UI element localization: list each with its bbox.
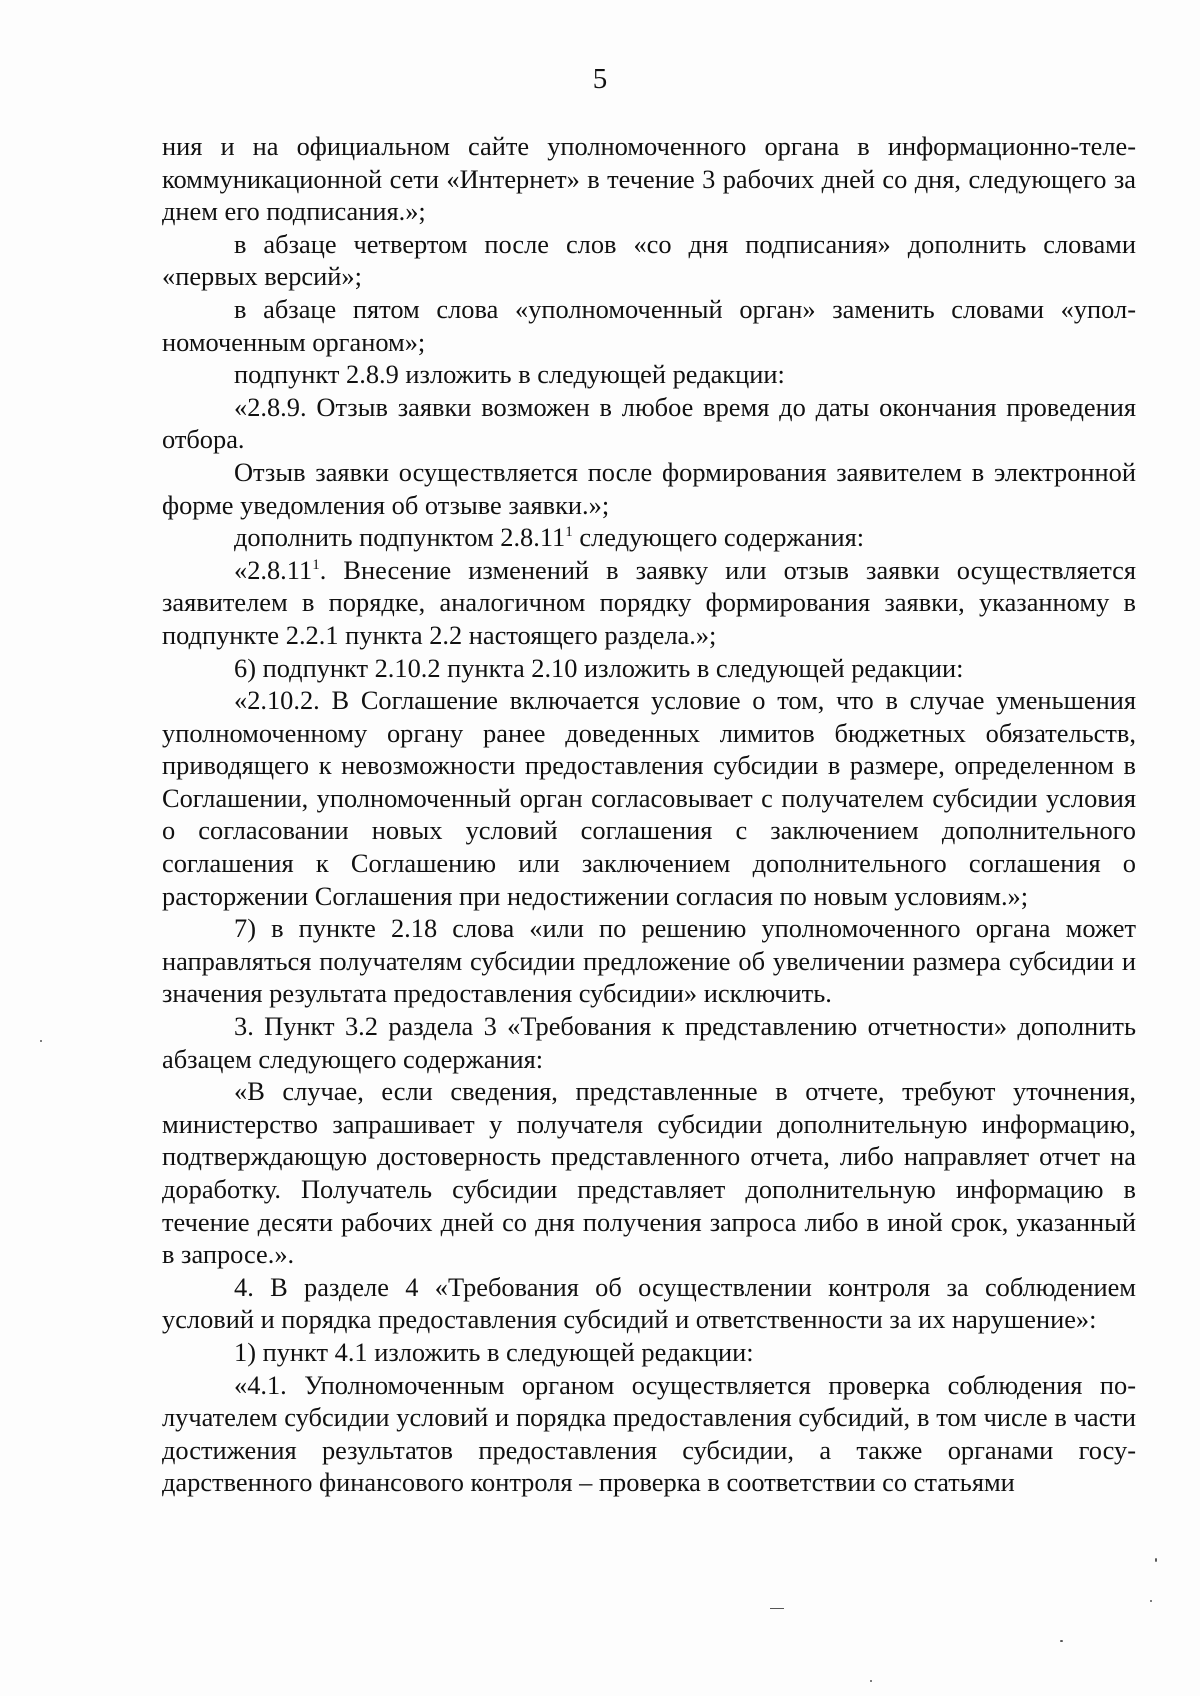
paragraph: 6) подпункт 2.10.2 пункта 2.10 изложить в следующей редакции: (234, 652, 964, 683)
paragraph: Отзыв заявки осуществляется после формирования заявителем в электронной форме уведомления об отзыве заявки.»; (162, 456, 1136, 520)
paragraph: «В случае, если сведения, представленные в отчете, требуют уточнения, министерство запрашивает у получателя субсидии дополнительную информацию, подтверждающую достоверность представленного отчета, либо направляет отчет на доработку. Получатель субсидии представляет дополнительную информацию в течение десяти рабочих дней со дня получения запроса либо в иной срок, указанный в запросе.». (162, 1076, 1136, 1270)
paragraph (162, 554, 1136, 652)
scan-speck (870, 1680, 872, 1682)
scan-speck (1150, 1600, 1152, 1602)
paragraph: 4. В разделе 4 «Требования об осуществлении контроля за соблюдением условий и порядка предоставления субсидий и ответственности за их нарушение»: (162, 1271, 1136, 1335)
paragraph: 7) в пункте 2.18 слова «или по решению уполномоченного органа может направляться получателям субсидии предложение об увеличении размера субсидии и значения результата предоставления субсидии» исключить. (162, 913, 1136, 1009)
paragraph-text: дополнить подпунктом 2.8.11 (234, 522, 566, 553)
paragraph: «2.8.9. Отзыв заявки возможен в любое время до даты окончания проведения отбора. (162, 391, 1136, 455)
paragraph: 1) пункт 4.1 изложить в следующей редакции: (234, 1336, 754, 1367)
scan-speck (770, 1608, 784, 1609)
scan-speck (1060, 1640, 1063, 1642)
page-number: 5 (592, 63, 608, 95)
paragraph: в абзаце пятом слова «уполномоченный орган» заменить словами «уполномоченным органом»; (162, 293, 1136, 357)
document-body (162, 130, 1136, 1499)
superscript: 1 (565, 524, 573, 541)
paragraph: 3. Пункт 3.2 раздела 3 «Требования к представлению отчетности» дополнить абзацем следующего содержания: (162, 1011, 1136, 1074)
superscript: 1 (312, 556, 320, 573)
paragraph: ния и на официальном сайте уполномоченного органа в информационно-телекоммуникационной сети «Интернет» в течение 3 рабочих дней со дня, следующего за днем его подписания.»; (162, 131, 1136, 227)
paragraph-text: «2.8.11 (234, 554, 313, 585)
paragraph (162, 521, 1136, 554)
paragraph: подпункт 2.8.9 изложить в следующей редакции: (234, 359, 785, 390)
paragraph-text: следующего содержания: (572, 522, 865, 553)
paragraph-text: . Внесение изменений в заявку или отзыв заявки осуществляется заявителем в порядке, аналогичном порядку формирования заявки, указанному в подпункте 2.2.1 пункта 2.2 настоящего раздела.»; (162, 554, 1136, 650)
paragraph: «2.10.2. В Соглашение включается условие о том, что в случае уменьшения уполномоченному органу ранее доведенных лимитов бюджетных обязательств, приводящего к невозможности предоставления субсидии в размере, определенном в Соглашении, уполномоченный орган согласовывает с получателем субсидии условия о согласовании новых условий соглашения с заключением дополнительного соглашения к Соглашению или заключением дополнительного соглашения о расторжении Соглашения при недостижении согласия по новым условиям.»; (162, 685, 1136, 911)
paragraph: «4.1. Уполномоченным органом осуществляется проверка соблюдения получателем субсидии условий и порядка предоставления субсидий, в том числе в части достижения результатов предоставления субсидии, а также органами государственного финансового контроля – проверка в соответствии со статьями (162, 1369, 1136, 1498)
scan-speck (40, 1040, 42, 1042)
scan-speck (1155, 1558, 1157, 1562)
paragraph: в абзаце четвертом после слов «со дня подписания» дополнить словами «первых версий»; (162, 228, 1136, 292)
